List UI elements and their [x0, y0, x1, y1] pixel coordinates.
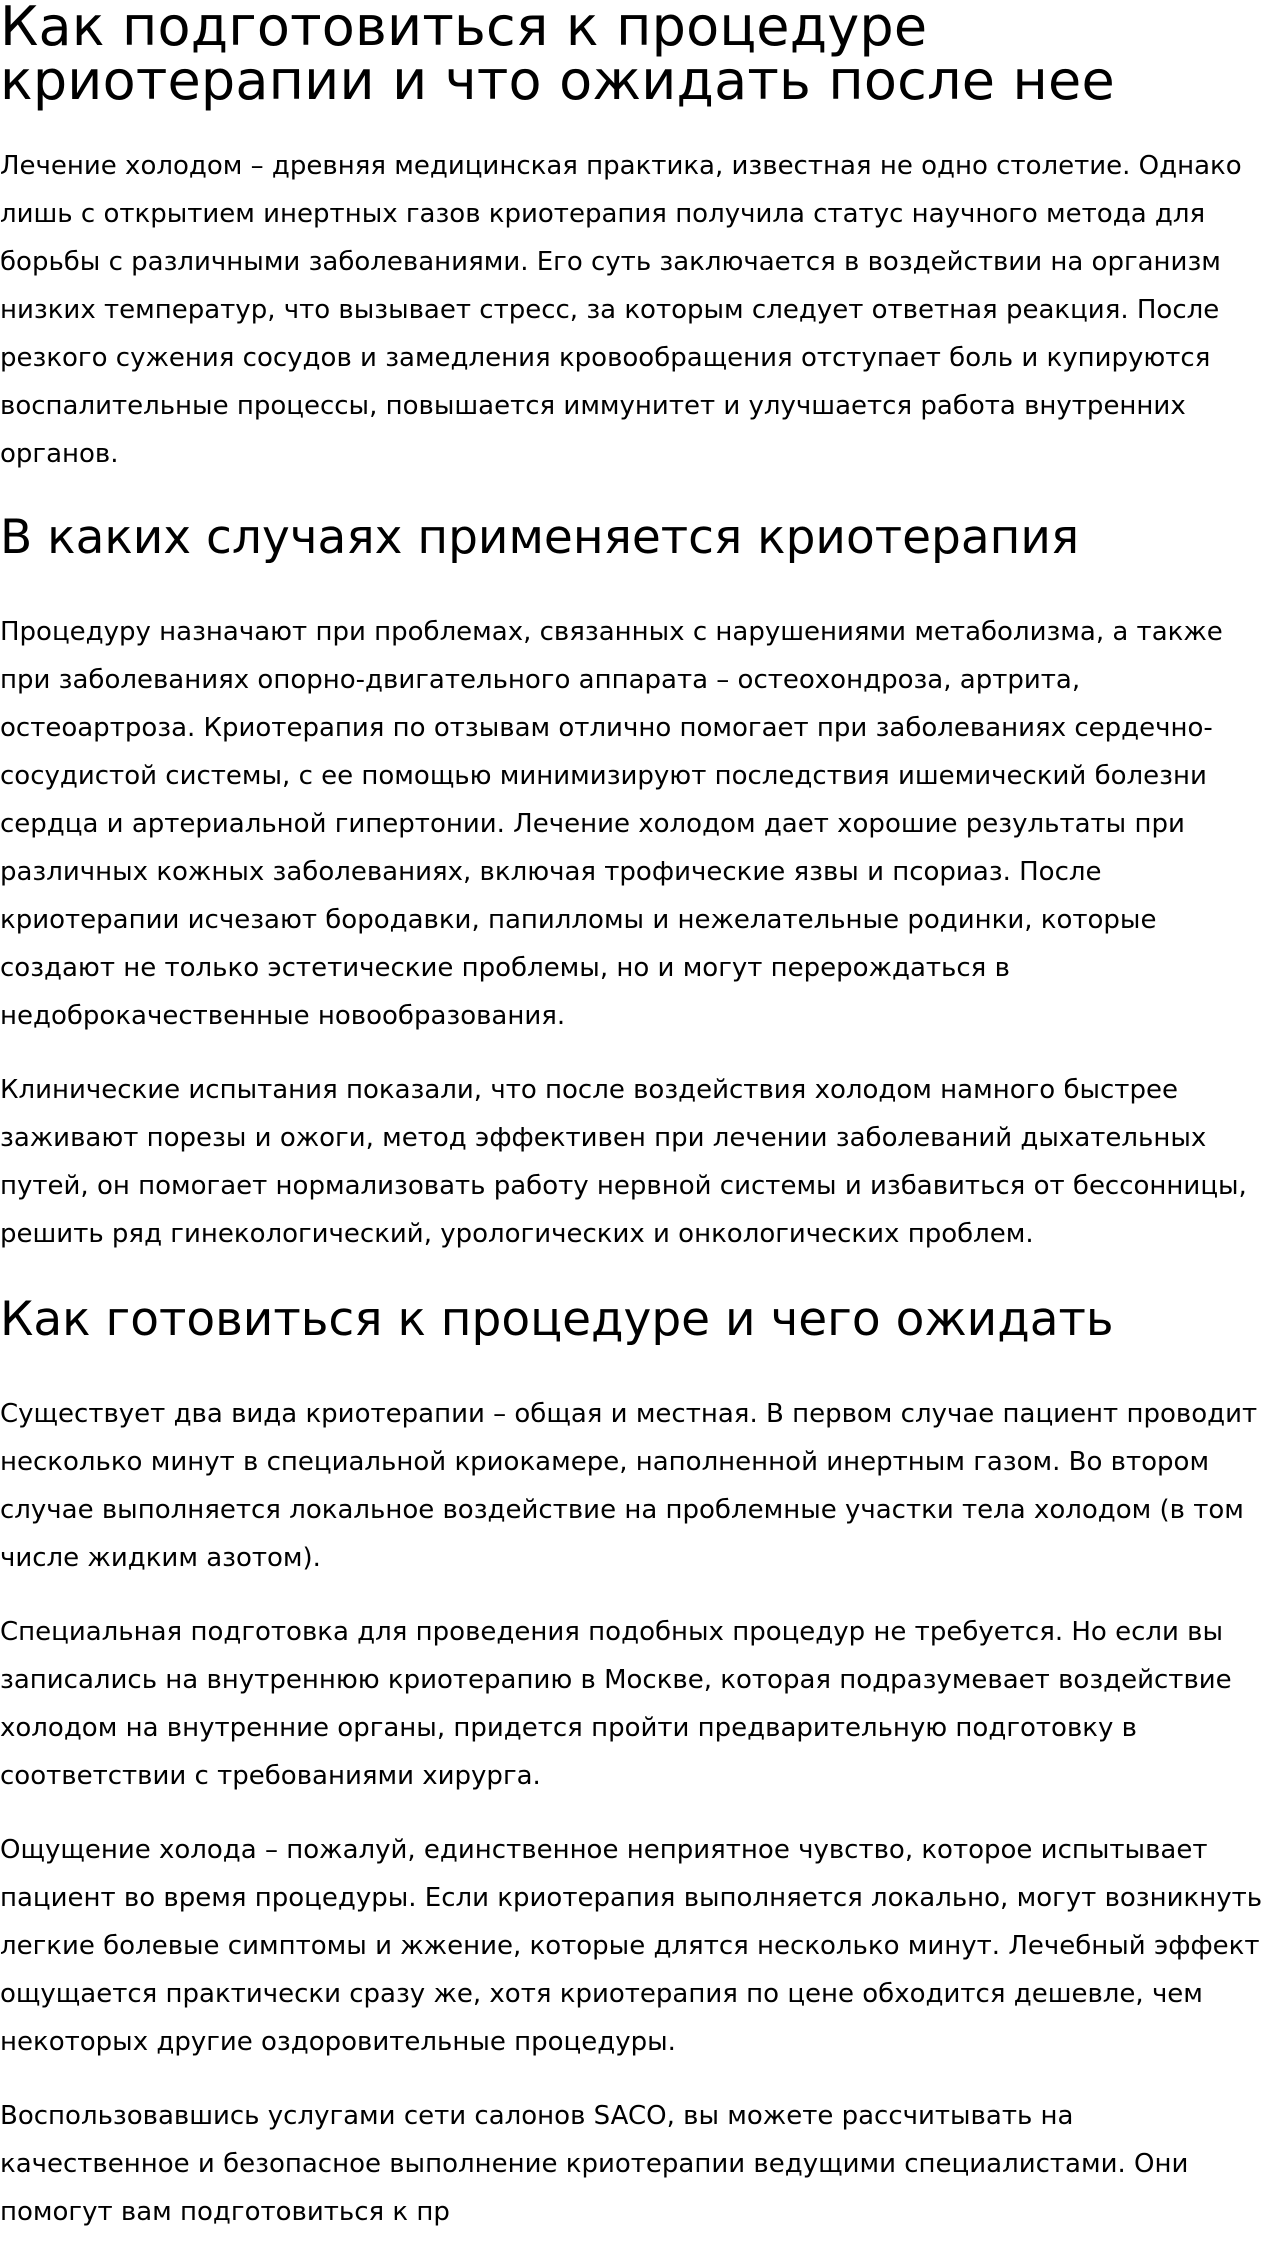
- section-heading-indications: В каких случаях применяется криотерапия: [0, 510, 1080, 565]
- indications-paragraph-1: Процедуру назначают при проблемах, связанных с нарушениями метаболизма, а также при заболеваниях опорно-двигательного аппарата – остеохондроза, артрита, остеоартроза. Криотерапия по отзывам отлично помогает при заболеваниях сердечно-сосудистой системы, с ее помощью минимизируют последствия ишемический болезни сердца и артериальной гипертонии. Лечение холодом дает хорошие результаты при различных кожных заболеваниях, включая трофические язвы и псориаз. После криотерапии исчезают бородавки, папилломы и нежелательные родинки, которые создают не только эстетические проблемы, но и могут перерождаться в недоброкачественные новообразования.: [0, 617, 1223, 1031]
- section-heading-preparation: Как готовиться к процедуре и чего ожидать: [0, 1292, 1114, 1347]
- indications-paragraph-2: Клинические испытания показали, что после воздействия холодом намного быстрее заживают порезы и ожоги, метод эффективен при лечении заболеваний дыхательных путей, он помогает нормализовать работу нервной системы и избавиться от бессонницы, решить ряд гинекологический, урологических и онкологических проблем.: [0, 1075, 1247, 1249]
- preparation-paragraph-1: Существует два вида криотерапии – общая и местная. В первом случае пациент проводит несколько минут в специальной криокамере, наполненной инертным газом. Во втором случае выполняется локальное воздействие на проблемные участки тела холодом (в том числе жидким азотом).: [0, 1399, 1258, 1573]
- intro-paragraph: Лечение холодом – древняя медицинская практика, известная не одно столетие. Однако лишь с открытием инертных газов криотерапия получила статус научного метода для борьбы с различными заболеваниями. Его суть заключается в воздействии на организм низких температур, что вызывает стресс, за которым следует ответная реакция. После резкого сужения сосудов и замедления кровообращения отступает боль и купируются воспалительные процессы, повышается иммунитет и улучшается работа внутренних органов.: [0, 151, 1242, 469]
- preparation-paragraph-3: Ощущение холода – пожалуй, единственное неприятное чувство, которое испытывает пациент во время процедуры. Если криотерапия выполняется локально, могут возникнуть легкие болевые симптомы и жжение, которые длятся несколько минут. Лечебный эффект ощущается практически сразу же, хотя криотерапия по цене обходится дешевле, чем некоторых другие оздоровительные процедуры.: [0, 1835, 1263, 2057]
- preparation-paragraph-4: Воспользовавшись услугами сети салонов SACO, вы можете рассчитывать на качественное и безопасное выполнение криотерапии ведущими специалистами. Они помогут вам подготовиться к пр: [0, 2101, 1189, 2227]
- preparation-paragraph-2: Специальная подготовка для проведения подобных процедур не требуется. Но если вы записались на внутреннюю криотерапию в Москве, которая подразумевает воздействие холодом на внутренние органы, придется пройти предварительную подготовку в соответствии с требованиями хирурга.: [0, 1617, 1232, 1791]
- article-title: Как подготовиться к процедуре криотерапии и что ожидать после нее: [0, 0, 1115, 112]
